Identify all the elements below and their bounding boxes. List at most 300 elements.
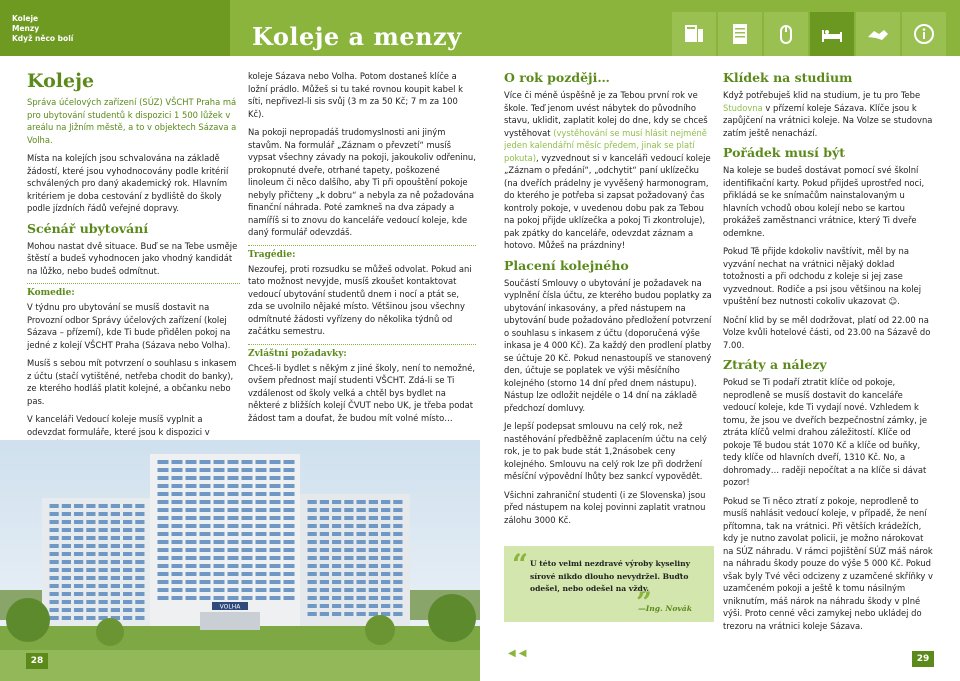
window	[284, 532, 295, 536]
window	[172, 524, 183, 528]
window	[99, 568, 108, 572]
window	[158, 500, 169, 504]
window	[256, 516, 267, 520]
window	[393, 604, 402, 608]
info-icon[interactable]	[902, 12, 946, 56]
window	[284, 460, 295, 464]
window	[74, 520, 83, 524]
window	[332, 540, 341, 544]
window	[158, 516, 169, 520]
window	[256, 508, 267, 512]
window	[135, 600, 144, 604]
column-center-right	[504, 70, 714, 532]
window	[381, 588, 390, 592]
window	[381, 604, 390, 608]
window	[158, 524, 169, 528]
window	[228, 564, 239, 568]
window	[172, 588, 183, 592]
window	[214, 524, 225, 528]
paragraph: koleje Sázava nebo Volha. Potom dostaneš klíče a ložní prádlo. Můžeš si tu také rovnou koupit kabel k síti, nepřivezl-li sis svůj (3 m za 50 Kč; 7 m za 100 Kč).	[248, 71, 463, 119]
window	[172, 484, 183, 488]
window	[270, 524, 281, 528]
window	[86, 544, 95, 548]
window	[270, 476, 281, 480]
page-number-right: 29	[912, 651, 934, 667]
window	[172, 460, 183, 464]
window	[344, 588, 353, 592]
window	[332, 596, 341, 600]
window	[86, 576, 95, 580]
window	[270, 556, 281, 560]
window	[200, 572, 211, 576]
paragraph: Místa na kolejích jsou schvalována na základě žádostí, které jsou vyhodnocovány podle kritérií schválených pro daný akademický rok. Hlavním kritériem je doba cestování z bydliště do školy podle jízdních řádů veřejné dopravy.	[27, 153, 229, 213]
window	[172, 540, 183, 544]
paragraph: Pokud se Ti něco ztratí z pokoje, neprodleně to musíš nahlásit vedoucí koleje, v případě, že není přítomna, tak na vrátnici. Při větších krádežích, kdy je nutno zavolat policii, je možno nárokovat na SÚZ náhradu. V rámci pojištění SÚZ máš nárok na náhradu škody pouze do výše 5 000 Kč. Pokud však byly Tvé věci odcizeny z uzamčené skříňky v uzamčeném pokoji a ještě k tomu násilným vniknutím, máš nárok na náhradu škody v plné výši. Proto cenné věci zamykej nebo ukládej do trezoru na vrátnici koleje Sázava.	[723, 495, 933, 631]
window	[50, 560, 59, 564]
window	[158, 540, 169, 544]
window	[74, 584, 83, 588]
window	[111, 592, 120, 596]
window	[228, 508, 239, 512]
window	[86, 616, 95, 620]
prev-arrows[interactable]: ◀ ◀	[508, 648, 527, 659]
window	[256, 484, 267, 488]
window	[256, 524, 267, 528]
window	[242, 572, 253, 576]
window	[214, 564, 225, 568]
window	[50, 576, 59, 580]
window	[186, 500, 197, 504]
window	[284, 524, 295, 528]
window	[381, 516, 390, 520]
window	[62, 616, 71, 620]
window	[135, 552, 144, 556]
window	[332, 572, 341, 576]
window	[344, 524, 353, 528]
window	[74, 536, 83, 540]
window	[332, 604, 341, 608]
window	[357, 500, 366, 504]
window	[86, 584, 95, 588]
heading-koleje: Koleje	[27, 70, 95, 92]
paragraph: Noční klid by se měl dodržovat, platí od 22.00 na Volze kvůli hotelové části, od 23.00 na Sázavě do 7.00.	[723, 314, 931, 350]
paragraph: Pokud se Ti podaří ztratit klíče od pokoje, neprodleně se musíš dostavit do kanceláře vedoucí koleje, kde Ti vydají nové. Vzhledem k tomu, že jsou ve dveřích bezpečnostní zámky, je ztráta klíčů velmi drahou záležitostí. Klíče od pokoje Tě budou stát 1070 Kč a klíče od buňky, tedy klíče od hlavních dveří, 1310 Kč. No, a dohromady… raději nepočítat a na klíče si dávat pozor!	[723, 377, 928, 487]
window	[308, 540, 317, 544]
window	[172, 468, 183, 472]
window	[344, 596, 353, 600]
window	[381, 548, 390, 552]
window	[123, 504, 132, 508]
window	[256, 596, 267, 600]
window	[111, 568, 120, 572]
window	[344, 580, 353, 584]
window	[111, 560, 120, 564]
window	[50, 504, 59, 508]
window	[111, 600, 120, 604]
window	[214, 532, 225, 536]
window	[256, 460, 267, 464]
window	[256, 572, 267, 576]
window	[123, 616, 132, 620]
divider	[27, 283, 240, 284]
text-run: Více či méně úspěšně je za Tebou první rok ve škole. Teď jenom uvést nábytek do původního stavu, uklidit, zaplatit kolej do dne, kdy se chceš vystěhovat	[504, 90, 708, 138]
window	[242, 492, 253, 496]
window	[123, 544, 132, 548]
window	[99, 528, 108, 532]
window	[357, 612, 366, 616]
window	[357, 564, 366, 568]
window	[270, 508, 281, 512]
window	[344, 612, 353, 616]
window	[172, 516, 183, 520]
window	[123, 520, 132, 524]
window	[214, 508, 225, 512]
window	[332, 548, 341, 552]
window	[62, 560, 71, 564]
window	[308, 524, 317, 528]
window	[200, 548, 211, 552]
heading-tragedie: Tragédie:	[248, 249, 296, 260]
window	[186, 508, 197, 512]
window	[123, 600, 132, 604]
quote-text: U této velmi nezdravé výroby kyseliny sírové nikdo dlouho nevydržel. Buďto odešel, nebo odešel na vždy.	[530, 559, 691, 593]
window	[74, 576, 83, 580]
window	[214, 468, 225, 472]
window	[381, 508, 390, 512]
paragraph: Nezoufej, proti rozsudku se můžeš odvolat. Pokud ani tato možnost nevyjde, musíš zkoušet kontaktovat vedoucí ubytování studentů dnem i nocí a ptát se, zda se uvolnilo nějaké místo. Většinou jsou všechny odmítnuté žádosti vyřízeny do několika týdnů od začátku semestru.	[248, 263, 472, 336]
page-number-left: 28	[26, 653, 48, 669]
window	[86, 504, 95, 508]
window	[284, 596, 295, 600]
divider	[248, 245, 476, 246]
window	[357, 532, 366, 536]
window	[158, 556, 169, 560]
window	[186, 532, 197, 536]
window	[256, 532, 267, 536]
window	[62, 608, 71, 612]
window	[50, 592, 59, 596]
window	[62, 512, 71, 516]
window	[357, 516, 366, 520]
window	[86, 608, 95, 612]
window	[242, 580, 253, 584]
paragraph: Mohou nastat dvě situace. Buď se na Tebe usměje štěstí a budeš vyhodnocen jako vhodný kandidát na lůžko, nebo budeš odmítnut.	[27, 240, 238, 276]
nav-breadcrumb	[0, 0, 230, 56]
window	[214, 572, 225, 576]
window	[284, 588, 295, 592]
window	[186, 476, 197, 480]
window	[284, 484, 295, 488]
window	[186, 468, 197, 472]
window	[62, 504, 71, 508]
window	[74, 512, 83, 516]
window	[344, 532, 353, 536]
window	[357, 508, 366, 512]
window	[381, 580, 390, 584]
window	[50, 600, 59, 604]
window	[284, 516, 295, 520]
paragraph	[504, 89, 714, 252]
window	[242, 460, 253, 464]
window	[172, 556, 183, 560]
window	[111, 544, 120, 548]
window	[308, 580, 317, 584]
window	[123, 576, 132, 580]
window	[135, 608, 144, 612]
window	[320, 556, 329, 560]
text-run: v přízemí koleje Sázava. Klíče jsou k zapůjčení na vrátnici koleje. Na Volze se studovna zatím ještě nenachází.	[723, 102, 933, 138]
window	[135, 560, 144, 564]
window	[381, 596, 390, 600]
window	[242, 524, 253, 528]
window	[228, 572, 239, 576]
handshake-icon[interactable]	[856, 12, 900, 56]
window	[320, 612, 329, 616]
paragraph: Součástí Smlouvy o ubytování je požadavek na vyplnění čísla účtu, ze kterého budou poplatky za ubytování inkasovány, a před nástupem na ubytování bude požadováno předložení potvrzení o souhlasu s inkasem z účtu (doporučená výše inkasa je 4 000 Kč). Za každý den prodlení platby se účtuje 20 Kč. Pokud nenastoupíš ve stanovený den, účtuje se poplatek ve výši měsíčního kolejného (storno 14 dní před dnem nástupu). Nástup lze odložit nejdéle o 14 dní na základě předchozí domluvy.	[504, 277, 712, 413]
heading-pozadavky: Zvláštní požadavky:	[248, 348, 347, 359]
window	[50, 536, 59, 540]
window	[381, 500, 390, 504]
window	[99, 536, 108, 540]
window	[357, 580, 366, 584]
window	[158, 564, 169, 568]
window	[357, 548, 366, 552]
window	[200, 596, 211, 600]
window	[214, 460, 225, 464]
window	[320, 588, 329, 592]
window	[158, 580, 169, 584]
window	[344, 516, 353, 520]
window	[158, 596, 169, 600]
window	[228, 540, 239, 544]
window	[270, 492, 281, 496]
window	[381, 532, 390, 536]
window	[186, 556, 197, 560]
window	[320, 548, 329, 552]
heading-placeni: Placení kolejného	[504, 257, 629, 273]
window	[369, 556, 378, 560]
window	[74, 528, 83, 532]
close-quote-icon: ”	[636, 586, 653, 619]
window	[50, 528, 59, 532]
window	[393, 508, 402, 512]
window	[256, 548, 267, 552]
window	[270, 484, 281, 488]
window	[228, 500, 239, 504]
window	[172, 532, 183, 536]
window	[332, 516, 341, 520]
window	[320, 572, 329, 576]
window	[186, 580, 197, 584]
window	[357, 540, 366, 544]
window	[135, 512, 144, 516]
window	[228, 596, 239, 600]
window	[344, 508, 353, 512]
window	[186, 572, 197, 576]
window	[200, 564, 211, 568]
window	[135, 536, 144, 540]
window	[172, 548, 183, 552]
window	[123, 592, 132, 596]
window	[242, 540, 253, 544]
window	[200, 524, 211, 528]
window	[320, 604, 329, 608]
quote-box	[504, 546, 714, 622]
window	[357, 524, 366, 528]
window	[214, 500, 225, 504]
window	[111, 608, 120, 612]
window	[256, 468, 267, 472]
window	[332, 612, 341, 616]
window	[111, 520, 120, 524]
window	[270, 596, 281, 600]
window	[284, 476, 295, 480]
nav-line-bolest[interactable]: Když něco bolí	[12, 34, 74, 43]
divider	[248, 344, 476, 345]
window	[50, 512, 59, 516]
window	[135, 576, 144, 580]
window	[200, 484, 211, 488]
column-center-left	[248, 70, 476, 430]
window	[369, 564, 378, 568]
document-icon[interactable]	[718, 12, 762, 56]
column-right	[723, 70, 933, 638]
window	[393, 572, 402, 576]
window	[320, 540, 329, 544]
column-left	[27, 70, 240, 457]
window	[74, 504, 83, 508]
window	[284, 500, 295, 504]
window	[256, 588, 267, 592]
window	[158, 484, 169, 488]
window	[62, 584, 71, 588]
window	[344, 548, 353, 552]
bed-icon[interactable]	[810, 12, 854, 56]
window	[123, 512, 132, 516]
window	[86, 600, 95, 604]
window	[158, 492, 169, 496]
window	[186, 564, 197, 568]
window	[135, 504, 144, 508]
window	[381, 572, 390, 576]
mouse-icon[interactable]	[764, 12, 808, 56]
window	[62, 528, 71, 532]
window	[123, 584, 132, 588]
window	[62, 520, 71, 524]
window	[74, 552, 83, 556]
window	[200, 516, 211, 520]
window	[369, 596, 378, 600]
window	[256, 476, 267, 480]
window	[393, 516, 402, 520]
window	[357, 596, 366, 600]
window	[308, 604, 317, 608]
window	[357, 572, 366, 576]
window	[172, 596, 183, 600]
window	[111, 576, 120, 580]
window	[50, 552, 59, 556]
window	[172, 572, 183, 576]
window	[172, 508, 183, 512]
nav-line-menzy[interactable]: Menzy	[12, 24, 40, 33]
window	[99, 504, 108, 508]
book-icon[interactable]	[672, 12, 716, 56]
window	[270, 540, 281, 544]
window	[214, 556, 225, 560]
window	[308, 588, 317, 592]
window	[99, 584, 108, 588]
window	[242, 564, 253, 568]
paragraph: Chceš-li bydlet s někým z jiné školy, není to nemožné, ovšem přednost mají studenti VŠCHT. Zdá-li se Ti vzdálenost od školy velká a chtěl bys bydlet na některé z bližších kolejí ČVUT nebo UK, je třeba podat žádost tam a doufat, že budou mít volné místo…	[248, 362, 476, 423]
window	[228, 588, 239, 592]
window	[284, 548, 295, 552]
window	[242, 516, 253, 520]
window	[123, 552, 132, 556]
window	[308, 564, 317, 568]
window	[123, 608, 132, 612]
window	[50, 584, 59, 588]
window	[242, 532, 253, 536]
window	[242, 548, 253, 552]
paragraph: Všichni zahraniční studenti (i ze Slovenska) jsou před nástupem na kolej povinni zaplatit vratnou zálohu 3000 Kč.	[504, 489, 706, 525]
window	[50, 544, 59, 548]
window	[214, 588, 225, 592]
nav-line-koleje[interactable]: Koleje	[12, 14, 39, 23]
window	[62, 568, 71, 572]
window	[242, 484, 253, 488]
window	[369, 532, 378, 536]
window	[228, 548, 239, 552]
window	[186, 540, 197, 544]
window	[99, 512, 108, 516]
window	[86, 536, 95, 540]
window	[393, 500, 402, 504]
window	[320, 580, 329, 584]
window	[200, 500, 211, 504]
window	[186, 548, 197, 552]
window	[123, 568, 132, 572]
window	[50, 520, 59, 524]
window	[228, 516, 239, 520]
window	[242, 476, 253, 480]
window	[242, 596, 253, 600]
window	[200, 492, 211, 496]
window	[270, 468, 281, 472]
building-photo	[0, 440, 480, 681]
paragraph: Na koleje se budeš dostávat pomocí své školní identifikační karty. Pokud přijdeš uprostřed noci, přikládá se ke snímačům nainstalovaným u hlavních vchodů obou kolejí nebo se kartou prokážeš zaměstnanci vrátnice, který Ti dveře odemkne.	[723, 165, 925, 238]
window	[357, 604, 366, 608]
window	[284, 508, 295, 512]
window	[135, 544, 144, 548]
window	[320, 564, 329, 568]
paragraph: V týdnu pro ubytování se musíš dostavit na Provozní odbor Správy účelových zařízení (kolej Sázava – přízemí), kde Ti bude přidělen pokoj na jedné z kolejí VŠCHT Praha (Sázava nebo Volha).	[27, 302, 231, 350]
window	[86, 560, 95, 564]
window	[270, 564, 281, 568]
window	[332, 588, 341, 592]
window	[62, 600, 71, 604]
window	[50, 616, 59, 620]
window	[344, 572, 353, 576]
window	[50, 568, 59, 572]
window	[158, 508, 169, 512]
window	[186, 596, 197, 600]
window	[284, 540, 295, 544]
highlight-text: (vystěhování se musí hlásit nejméně jeden kalendářní měsíc předem, jinak se platí pokuta)	[504, 127, 707, 163]
window	[369, 548, 378, 552]
window	[200, 540, 211, 544]
window	[214, 484, 225, 488]
window	[320, 508, 329, 512]
